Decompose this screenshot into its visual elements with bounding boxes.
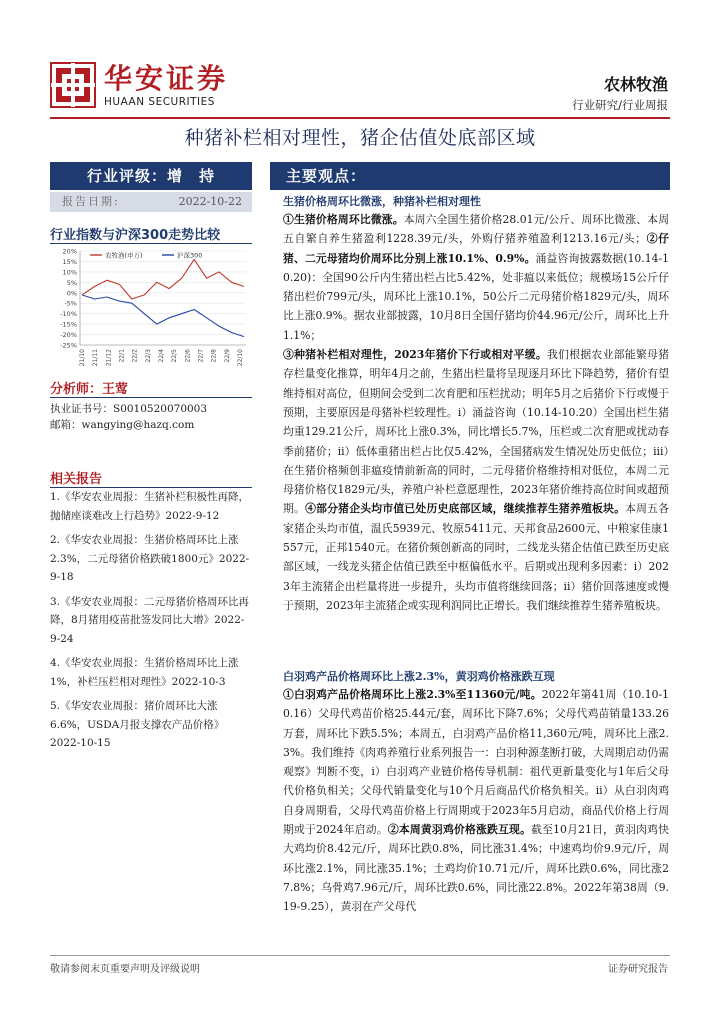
y-tick-label: -10% (60, 310, 77, 319)
analyst-heading: 分析师：王莺 (50, 382, 129, 397)
y-tick-label: 20% (62, 247, 77, 256)
x-tick-label: 21/11 (92, 349, 100, 367)
text-piglet-price: 涌益咨询披露数据(10.14-10.20)：全国90公斤内生猪出栏占比5.42%，处非瘟以来低位；规模场15公斤仔猪出栏价799元/头，周环比上涨10.1%，50公斤二元母猪价格1829元/头，周环比上涨0.9%。据农业部披露，10月8日全国仔猪均价44.96元/公斤，周环比上升1.1%； (283, 251, 669, 342)
footer-label: 证券研究报告 (608, 964, 668, 975)
logo-text-cn: 华安证券 (104, 62, 229, 95)
header-divider (50, 117, 670, 119)
text-white-feather: 2022年第41周（10.10-10.16）父母代鸡苗价格25.44元/套，周环比下降7.6%；父母代鸡苗销量133.26万套，周环比下跌5.5%；本周五，白羽鸡产品价格11,360元/吨，周环比上涨2.3%。我们维持《肉鸡养殖行业系列报告一：白羽种源垄断打破，大周期启动仍需观察》判断不变，i）白羽鸡产业链价格传导机制：祖代更新量变化与1年后父母代价格负相关；父母代销量变化与10个月后商品代价格负相关。ii）从白羽肉鸡自身周期看，父母代鸡苗价格上行周期或于2023年5月启动，商品代价格上行周期或于2024年启动。 (283, 688, 669, 837)
y-tick-label: -25% (60, 341, 77, 350)
related-report-item[interactable]: 1.《华安农业周报：生猪补栏积极性再降，抛储座谈难改上行趋势》2022-9-12 (50, 491, 250, 522)
related-report-item[interactable]: 4.《华安农业周报：生猪价格周环比上涨1%，补栏压栏相对理性》2022-10-3 (50, 657, 239, 688)
analyst-email: 邮箱：wangying@hazq.com (50, 419, 195, 431)
report-date-row (50, 192, 252, 212)
x-tick-label: 22/10 (237, 349, 244, 367)
footer-divider (50, 955, 670, 956)
x-tick-label: 22/9 (223, 349, 231, 363)
section-heading-pig: 生猪价格周环比微涨，种猪补栏相对理性 (283, 195, 481, 208)
pig-section-body (283, 210, 669, 615)
main-viewpoints-banner (270, 162, 670, 190)
chart-heading-divider (50, 243, 252, 244)
x-tick-label: 22/8 (210, 349, 218, 363)
paragraph-poultry (283, 685, 669, 917)
y-tick-label: 10% (62, 268, 77, 277)
main-viewpoints-label: 主要观点： (286, 167, 367, 185)
paragraph-pig-price (283, 210, 669, 345)
y-tick-label: 15% (62, 257, 77, 266)
logo-text-en: HUAAN SECURITIES (104, 96, 215, 108)
analyst-divider (50, 397, 252, 398)
x-tick-label: 22/7 (197, 349, 205, 363)
related-reports-heading: 相关报告 (50, 472, 103, 487)
text-restocking: 我们根据农业部能繁母猪存栏量变化推算，明年4月之前，生猪出栏量将呈现逐月环比下降趋势，猪价有望维持相对高位，但期间会受到二次育肥和压栏扰动；明年5月之后猪价下行或慢于预期，主要原因是母猪补栏较理性。i）涌益咨询（10.14-10.20）全国出栏生猪均重129.21公斤，周环比上涨0.3%，同比增长5.7%，压栏或二次育肥或扰动春季前猪价；ii）低体重猪出栏占比仅5.42%，全国猪病发生情况处历史低位；iii）在生猪价格频创非瘟疫情前新高的同时，二元母猪价格维持相对低位，本周二元母猪价格仅1829元/头，养殖户补栏意愿理性，2023年猪价维持高位时间或超预期。 (283, 348, 669, 516)
y-tick-label: -15% (60, 320, 77, 329)
series-line-2 (82, 295, 244, 337)
x-tick-label: 22/5 (171, 349, 179, 363)
index-comparison-chart (50, 245, 252, 370)
y-tick-label: 5% (66, 278, 77, 287)
x-tick-label: 22/6 (184, 349, 192, 363)
point-valuation: ④部分猪企头均市值已处历史底部区域，继续推荐生猪养殖板块。 (305, 502, 626, 516)
paragraph-restocking (283, 345, 669, 615)
related-report-item[interactable]: 5.《华安农业周报：猪价周环比大涨6.6%，USDA月报支撑农产品价格》2022-10-15 (50, 700, 225, 749)
text-valuation: 本周五各家猪企头均市值，温氏5939元、牧原5411元、天邦食品2600元、中粮家佳康1557元，正邦1540元。在猪价频创新高的同时，二线龙头猪企估值已跌至历史底部区域，一线龙头猪企估值已跌至中枢偏低水平。后期或出现利多因素：i）2023年主流猪企出栏量将进一步提升，头均市值将继续回落；ii）猪价回落速度或慢于预期，2023年主流猪企或实现利润同比正增长。我们继续推荐生猪养殖板块。 (283, 502, 670, 612)
analyst-cert: 执业证书号：S0010520070003 (50, 403, 208, 415)
report-date-value: 2022-10-22 (178, 195, 242, 208)
point-white-feather: ①白羽鸡产品价格周环比上涨2.3%至11360元/吨。 (283, 688, 542, 701)
legend-label: 农牧渔(申万) (105, 251, 143, 260)
x-tick-label: 21/12 (105, 349, 113, 367)
x-tick-label: 22/4 (158, 349, 165, 363)
report-type: 行业研究/行业周报 (572, 98, 668, 112)
legend-label: 沪深300 (177, 251, 203, 260)
chart-heading: 行业指数与沪深300走势比较 (50, 228, 221, 243)
sector-name: 农林牧渔 (603, 75, 668, 94)
report-date-label: 报告日期: (62, 195, 120, 208)
point-pig-price: ①生猪价格周环比微涨。 (283, 213, 404, 226)
point-yellow-feather: ②本周黄羽鸡价格涨跌互现。 (387, 823, 532, 837)
company-logo-icon (50, 62, 96, 108)
report-title: 种猪补栏相对理性，猪企估值处底部区域 (184, 127, 536, 149)
x-tick-label: 22/1 (118, 349, 126, 363)
y-tick-label: -5% (64, 299, 77, 308)
x-tick-label: 21/10 (79, 349, 86, 367)
x-tick-label: 22/3 (144, 349, 152, 363)
poultry-section-body (283, 685, 669, 917)
x-tick-label: 22/2 (131, 349, 139, 363)
y-tick-label: -20% (60, 331, 77, 340)
related-report-item[interactable]: 2.《华安农业周报：生猪价格周环比上涨2.3%，二元母猪价格跌破1800元》2022-9-18 (50, 534, 250, 583)
footer-disclaimer: 敬请参阅末页重要声明及评级说明 (50, 964, 200, 975)
related-reports-list (50, 488, 252, 753)
industry-rating: 行业评级：增 持 (50, 162, 252, 190)
point-restocking: ③种猪补栏相对理性，2023年猪价下行或相对平缓。 (283, 348, 547, 362)
point-piglet-price: ②仔猪、二元母猪均价周环比分别上涨10.1%、0.9%。 (283, 232, 670, 265)
section-heading-poultry: 白羽鸡产品价格周环比上涨2.3%，黄羽鸡价格涨跌互现 (283, 670, 555, 683)
related-report-item[interactable]: 3.《华安农业周报：二元母猪价格周环比再降，8月猪用疫苗批签发同比大增》2022-9-24 (50, 595, 250, 645)
text-yellow-feather: 截至10月21日，黄羽肉鸡快大鸡均价8.42元/斤，周环比跌0.8%，同比涨31.4%；中速鸡均价9.9元/斤，周环比涨2.1%，同比涨35.1%；土鸡均价10.71元/斤，周环比跌0.6%，同比涨27.8%；乌骨鸡7.96元/斤，周环比跌0.6%，同比涨22.8%。2022年第38周（9.19-9.25），黄羽在产父母代 (283, 823, 670, 914)
y-tick-label: 0% (66, 289, 77, 298)
text-pig-price: 本周六全国生猪价格28.01元/公斤、周环比微涨、本周五自繁自养生猪盈利1228.39元/头，外购仔猪养殖盈利1213.16元/头； (283, 213, 669, 246)
